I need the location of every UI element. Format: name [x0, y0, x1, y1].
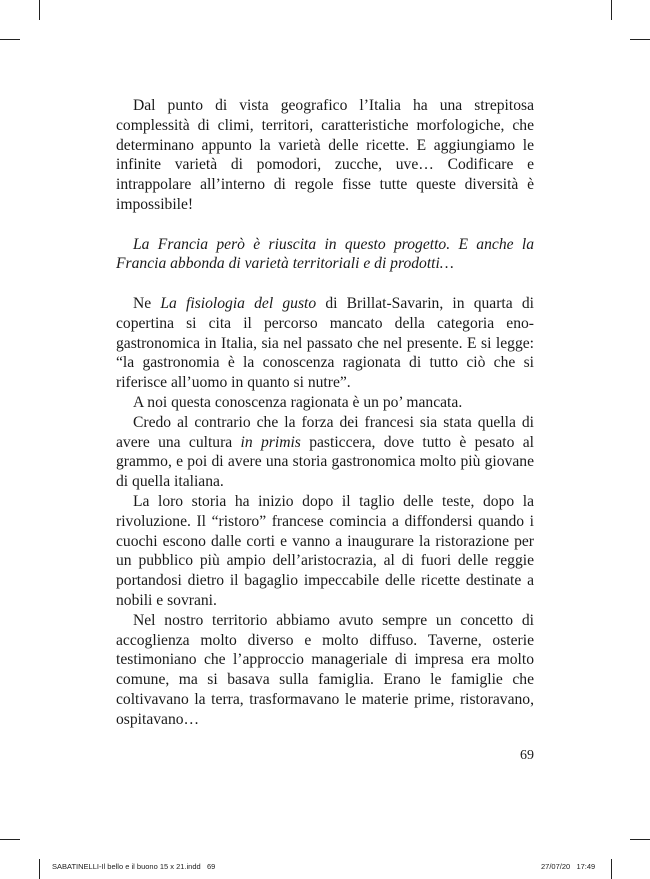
page-number: 69 — [520, 748, 534, 763]
text-run: pasticcera, dove tutto è pesato al grammo, e poi di avere una storia gastronomica molto più giovane di quella italiana. — [116, 433, 534, 491]
body-text — [116, 96, 534, 730]
slug-filename: SABATINELLI-Il bello e il buono 15 x 21.indd 69 — [52, 862, 216, 871]
italic-text: La Francia però è riuscita in questo progetto. E anche la Francia abbonda di varietà territoriali e di prodotti… — [116, 235, 534, 273]
crop-mark-right-top — [630, 39, 650, 40]
crop-mark-right-bottom — [630, 839, 650, 840]
crop-mark-bottom-left — [39, 859, 40, 879]
text-run: di Brillat-Savarin, in quarta di copertina si cita il percorso mancato della categoria eno-gastronomica in Italia, sia nel passato che nel presente. E si legge: “la gastronomia è la conoscenza ragionata di tutto ciò che si riferisce all’uomo in quanto si nutre”. — [116, 294, 534, 392]
crop-mark-top-left — [39, 0, 40, 20]
paragraph — [116, 96, 534, 215]
crop-mark-bottom-right — [611, 859, 612, 879]
question-paragraph — [116, 235, 534, 275]
crop-mark-left-bottom — [0, 839, 20, 840]
paragraph — [116, 393, 534, 413]
paragraph — [116, 611, 534, 730]
crop-mark-left-top — [0, 39, 20, 40]
italic-text: in primis — [240, 433, 301, 451]
text-run: La loro storia ha inizio dopo il taglio delle teste, dopo la rivoluzione. Il “ristoro” francese comincia a diffondersi quando i cuochi escono dalle corti e vanno a inaugurare la ristorazione per un pubblico più ampio dell’aristocrazia, al di fuori delle reggie portandosi dietro il bagaglio impeccabile delle ricette destinate a nobili e sovrani. — [116, 492, 534, 609]
text-run: Ne — [133, 294, 161, 312]
crop-mark-top-right — [611, 0, 612, 20]
text-run: Nel nostro territorio abbiamo avuto sempre un concetto di accoglienza molto diverso e molto diffuso. Taverne, osterie testimoniano che l’approccio manageriale di impresa era molto comune, ma si basava sulla famiglia. Erano le famiglie che coltivavano la terra, trasformavano le materie prime, ristoravano, ospitavano… — [116, 611, 534, 728]
text-run: A noi questa conoscenza ragionata è un po’ mancata. — [133, 393, 463, 411]
text-run: Credo al contrario che la forza dei francesi sia stata quella di avere una cultura — [116, 413, 534, 451]
slug-date: 27/07/20 17:49 — [541, 862, 596, 871]
paragraph — [116, 413, 534, 492]
text-run: Dal punto di vista geografico l’Italia ha una strepitosa complessità di climi, territori, caratteristiche morfologiche, che determinano appunto la varietà delle ricette. E aggiungiamo le infinite varietà di pomodori, zucche, uve… Codificare e intrappolare all’interno di regole fisse tutte queste diversità è impossibile! — [116, 97, 534, 213]
paragraph — [116, 294, 534, 393]
italic-text: La fisiologia del gusto — [160, 294, 317, 312]
paragraph — [116, 492, 534, 611]
